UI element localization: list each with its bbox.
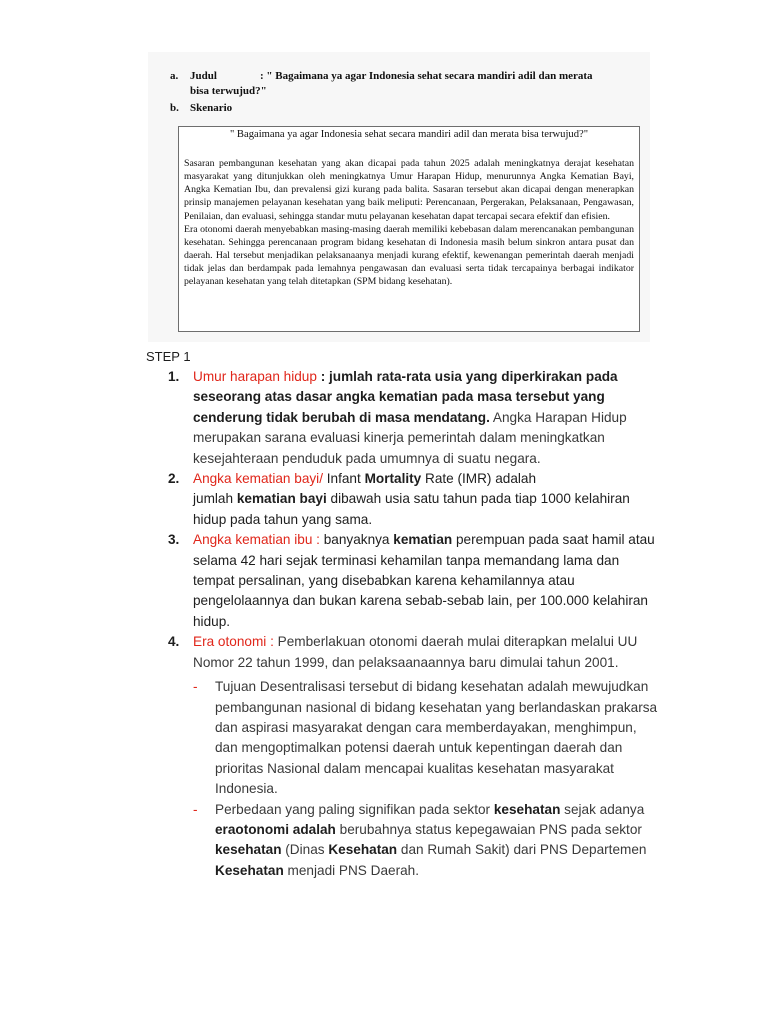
scenario-body [184, 157, 634, 289]
sub-item [193, 677, 658, 799]
item-a-label: a. [170, 70, 179, 82]
judul-value: : " Bagaimana ya agar Indonesia sehat secara mandiri adil dan merata [260, 70, 593, 82]
list-item [168, 530, 658, 632]
step-title: STEP 1 [146, 349, 191, 364]
definition-bold: Kesehatan [215, 862, 284, 878]
sub-item-text: dan Rumah Sakit) dari PNS Departemen [397, 842, 647, 858]
item-number: 4. [168, 634, 180, 650]
scenario-box [178, 126, 640, 332]
item-number: 3. [168, 532, 180, 548]
definition-bold: Mortality [364, 471, 422, 487]
sub-item-text: Perbedaan yang paling signifikan pada sektor [215, 801, 494, 817]
definition-bold: : jumlah rata-rata usia yang diperkirakan pada seseorang atas dasar angka kematian pada masa tersebut yang cenderung tidak berubah di masa mendatang. [193, 369, 618, 425]
definition-text: dibawah usia satu tahun pada tiap 1000 kelahiran hidup pada tahun yang sama. [193, 491, 630, 527]
item-b-label: b. [170, 102, 179, 114]
skenario-label: Skenario [190, 102, 233, 114]
definition-text: Angka Harapan Hidup merupakan sarana evaluasi kinerja pemerintah dalam meningkatkan kesejahteraan penduduk pada umumnya di suatu negara. [193, 409, 627, 466]
definition-text: banyaknya [319, 532, 394, 548]
definition-text: jumlah [193, 491, 237, 507]
sub-item-text: menjadi PNS Daerah. [283, 862, 420, 878]
definition-text: Pemberlakuan otonomi daerah mulai diterapkan melalui UU Nomor 22 tahun 1999, dan pelaksaanaannya baru dimulai tahun 2001. [193, 634, 638, 670]
scanned-scenario-image [148, 52, 650, 342]
dash-bullet: - [193, 679, 198, 695]
definition-text: perempuan pada saat hamil atau selama 42 hari sejak terminasi kehamilan tanpa memandang lama dan tempat persalinan, yang disebabkan karena kehamilannya atau pengelolaannya dan bukan karena sebab-sebab lain, per 100.000 kelahiran hidup. [193, 532, 655, 629]
definition-bold: kesehatan [493, 801, 561, 817]
sub-item-text: (Dinas [281, 842, 329, 858]
definition-text: Rate (IMR) adalah [421, 471, 537, 487]
definition-bold: kesehatan [215, 842, 282, 858]
term-angka-kematian-bayi: Angka kematian bayi/ [193, 471, 323, 487]
list-item [168, 469, 658, 530]
list-item [168, 632, 658, 881]
dash-bullet: - [193, 801, 198, 817]
definition-bold: Kesehatan [328, 842, 398, 858]
definition-list [168, 367, 658, 881]
term-era-otonomi: Era otonomi : [193, 634, 274, 650]
scenario-paragraph: Era otonomi daerah menyebabkan masing-masing daerah memiliki kebebasan dalam merencanakan pembangunan kesehatan. Sehingga perencanaan program bidang kesehatan di Indonesia masih belum sinkron antara pusat dan daerah. Hal tersebut menjadikan pelaksanaanya menjadi kurang efektif, kewenangan pemerintah daerah menjadi tidak jelas dan berdampak pada lemahnya pengawasan dan evaluasi serta tidak tercapainya berbagai indikator pelayanan kesehatan yang telah ditetapkan (SPM bidang kesehatan). [184, 223, 634, 288]
scenario-quote: " Bagaimana ya agar Indonesia sehat secara mandiri adil dan merata bisa terwujud?" [229, 129, 589, 140]
sub-item-text: sejak adanya [560, 801, 645, 817]
item-number: 1. [168, 369, 180, 384]
scenario-paragraph: Sasaran pembangunan kesehatan yang akan dicapai pada tahun 2025 adalah meningkatnya derajat kesehatan masyarakat yang ditunjukkan oleh meningkatnya Umur Harapan Hidup, menurunnya Angka Kematian Bayi, Angka Kematian Ibu, dan prevalensi gizi kurang pada balita. Sasaran tersebut akan dicapai dengan menerapkan prinsip manajemen pelayanan kesehatan yang baik meliputi: Perencanaan, Pergerakan, Pelaksanaan, Pengawasan, Penilaian, dan evaluasi, sehingga standar mutu pelayanan kesehatan dapat tercapai secara efektif dan efisien. [184, 158, 634, 222]
sub-item-text: berubahnya status kepegawaian PNS pada sektor [335, 821, 642, 837]
definition-text: Infant [322, 471, 365, 487]
definition-bold: kematian [393, 532, 453, 548]
definition-bold: eraotonomi adalah [215, 821, 336, 837]
sub-item [193, 800, 658, 882]
list-item [168, 367, 658, 469]
term-umur-harapan-hidup: Umur harapan hidup [193, 369, 317, 384]
judul-label: Judul [190, 70, 217, 82]
definition-bold: kematian bayi [236, 491, 327, 507]
term-angka-kematian-ibu: Angka kematian ibu : [193, 532, 320, 548]
sub-item-text: Tujuan Desentralisasi tersebut di bidang kesehatan adalah mewujudkan pembangunan nasional di bidang kesehatan yang berlandaskan prakarsa dan aspirasi masyarakat dengan cara memberdayakan, menghimpun, dan mengoptimalkan potensi daerah untuk kepentingan daerah dan prioritas Nasional dalam mencapai kualitas kesehatan masyarakat Indonesia. [215, 679, 658, 797]
judul-continuation: bisa terwujud?" [190, 85, 267, 97]
item-number: 2. [168, 471, 180, 487]
